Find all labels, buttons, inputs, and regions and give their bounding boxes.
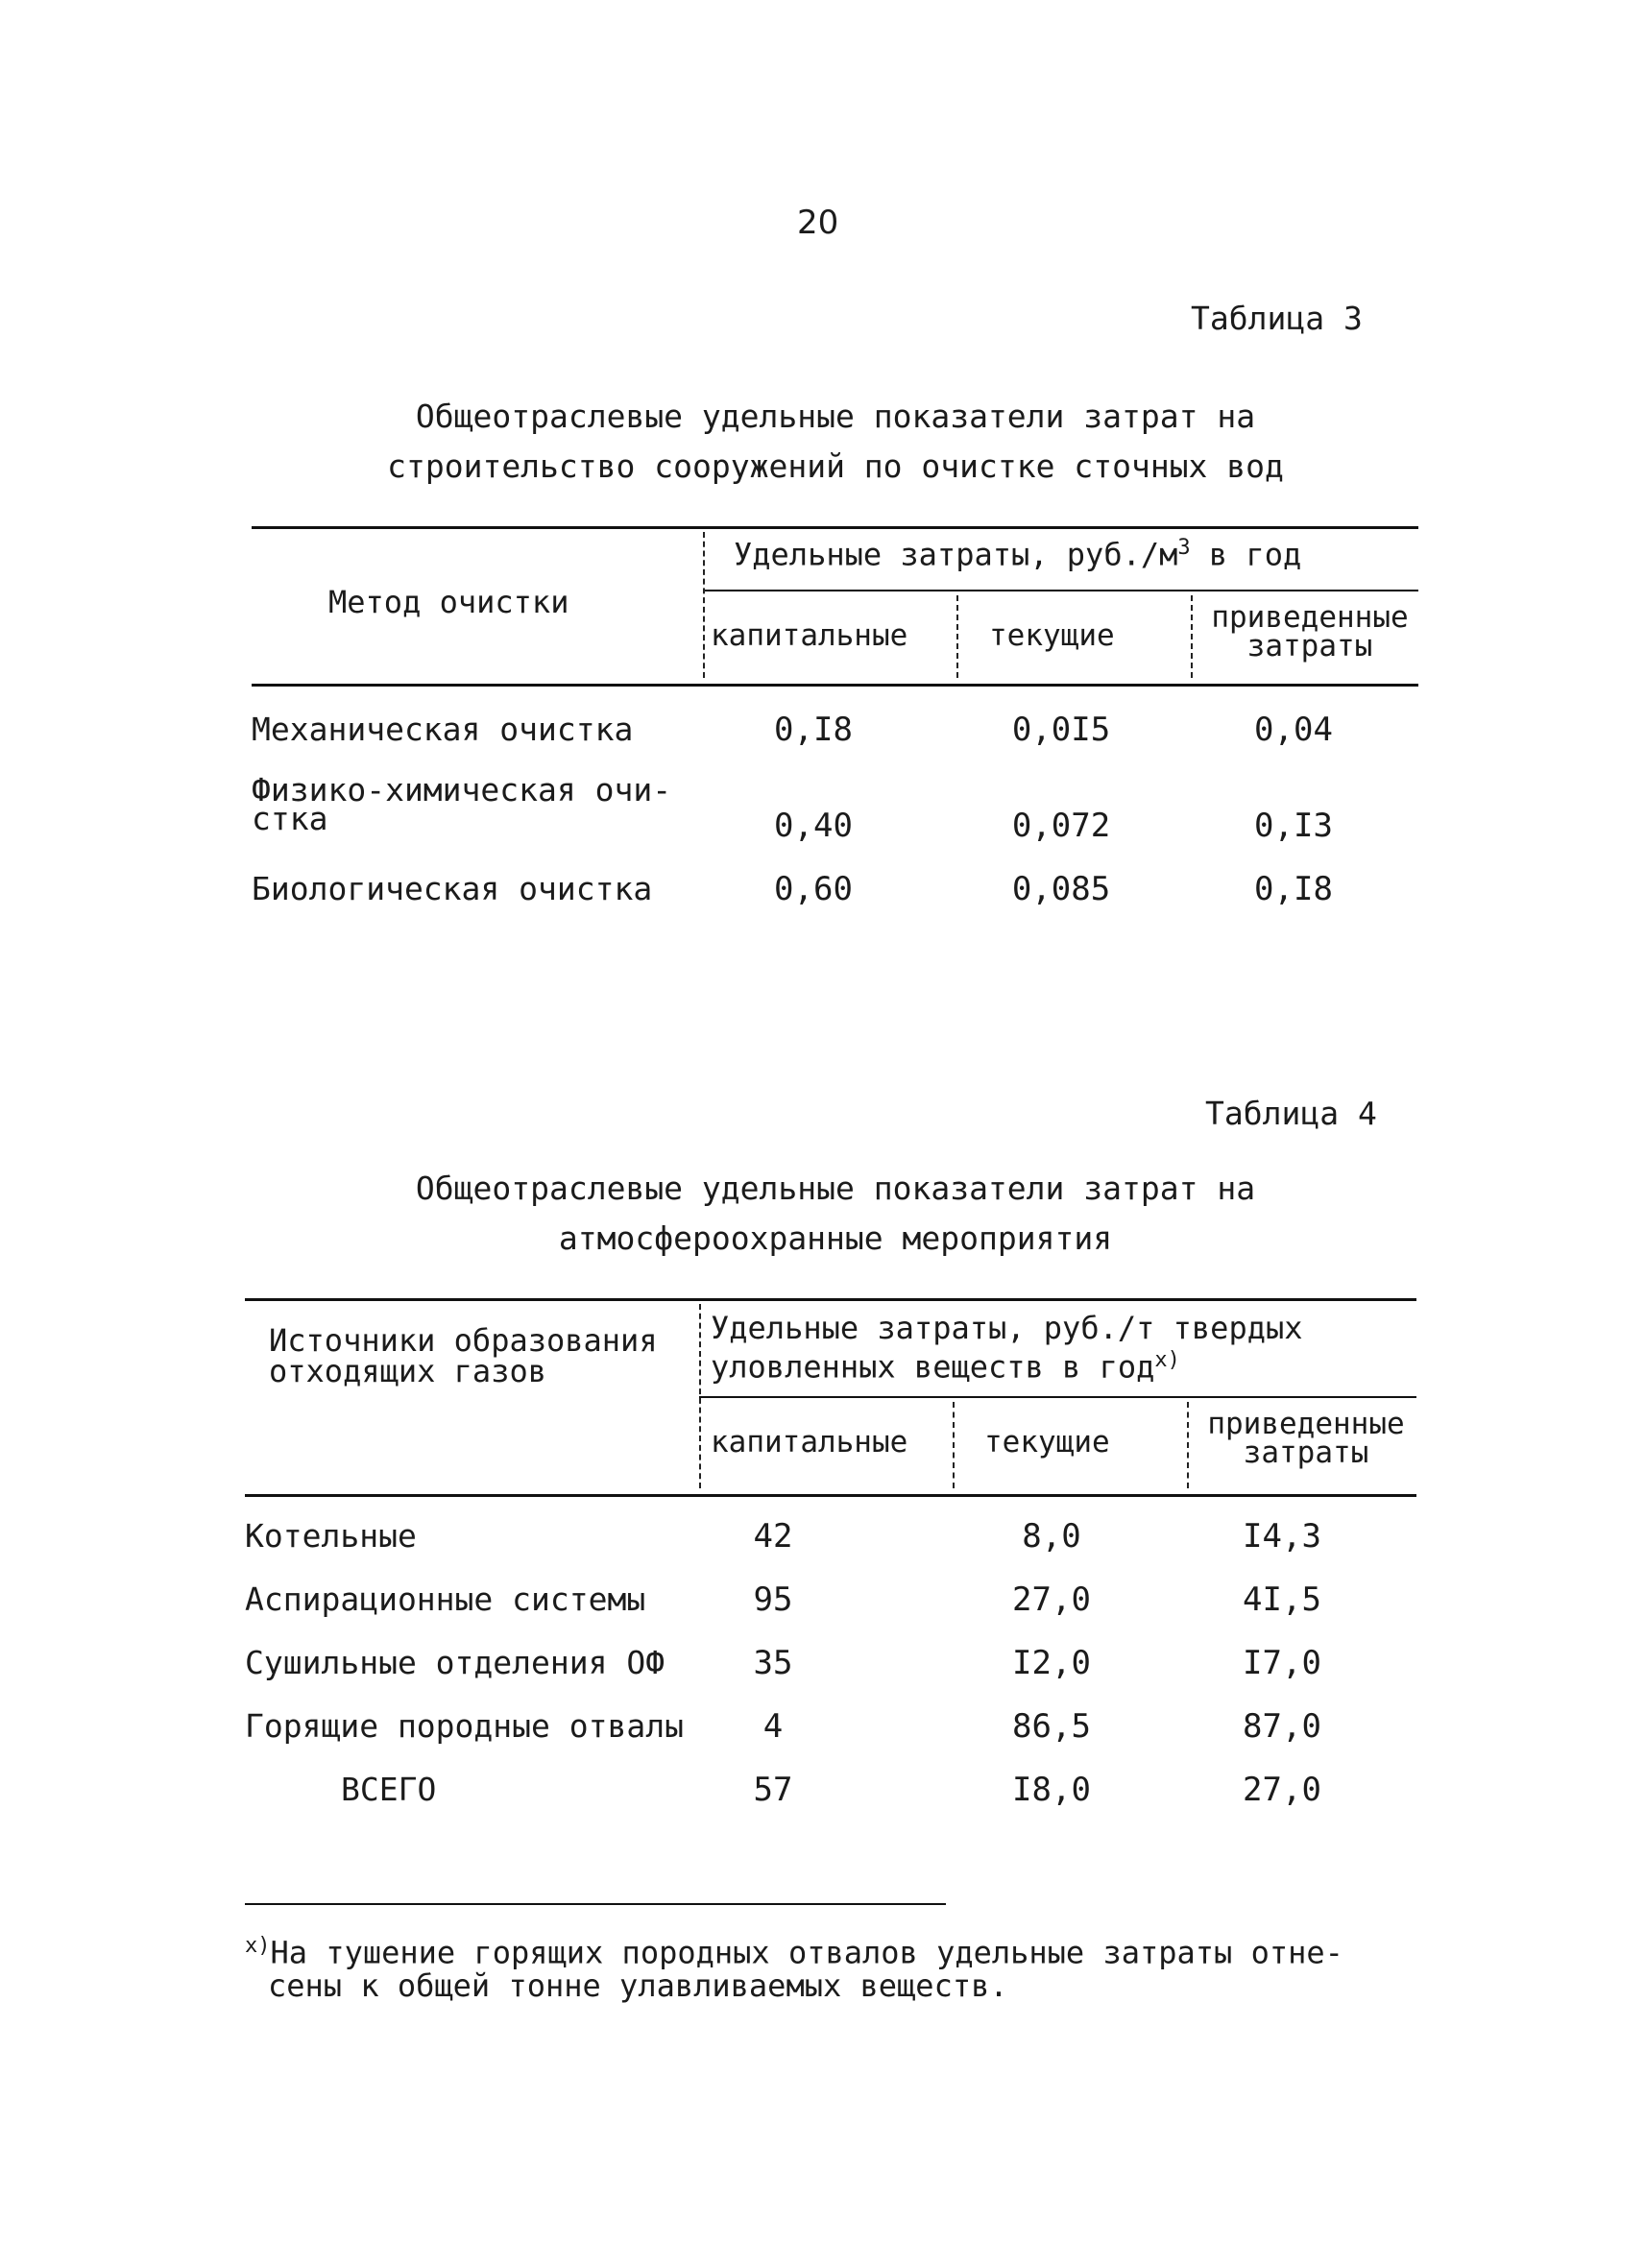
table3-label: Таблица 3	[1191, 300, 1363, 337]
table3-top-rule	[252, 526, 1418, 529]
footnote-line1: На тушение горящих породных отвалов удельные затраты отне-	[270, 1934, 1343, 1971]
footnote-marker: x)	[245, 1934, 271, 1958]
table4-title	[250, 1164, 1421, 1264]
table3-row3-current: 0,085	[1011, 870, 1111, 908]
table3-row3-reduced: 0,I8	[1254, 870, 1333, 908]
table4-row1-capital: 42	[753, 1517, 793, 1556]
table3-col-current: текущие	[989, 618, 1115, 653]
table3-title	[250, 392, 1421, 492]
table3-divider-1	[703, 532, 705, 678]
table4-col-capital: капитальные	[711, 1425, 908, 1460]
table4-total-capital: 57	[753, 1771, 793, 1809]
table3-row1-name: Механическая очистка	[252, 711, 634, 748]
table4-col-source-line1: Источники образования	[269, 1322, 658, 1359]
table4-total-current: I8,0	[1012, 1771, 1091, 1809]
table3-group-header-text: Удельные затраты, руб./м	[734, 536, 1178, 573]
table3-row1-capital: 0,I8	[774, 711, 853, 749]
table4-col-reduced-line2: затраты	[1243, 1436, 1369, 1470]
footnote-line2: сены к общей тонне улавливаемых веществ.	[268, 1966, 1008, 2004]
table4-col-source	[269, 1322, 658, 1389]
table4-group-header-sup: x)	[1154, 1348, 1180, 1372]
table3-group-header-sup: 3	[1177, 536, 1191, 560]
table3-row1-current: 0,0I5	[1011, 711, 1111, 749]
table3-group-header	[734, 536, 1301, 573]
table4-col-reduced	[1195, 1407, 1417, 1470]
table4-group-header-line2: уловленных веществ в год	[711, 1348, 1155, 1386]
table3-row2-name	[252, 771, 672, 837]
table3-row2-reduced: 0,I3	[1254, 807, 1333, 845]
table3-title-line2: строительство сооружений по очистке сточных вод	[387, 447, 1284, 485]
table3-row3-name: Биологическая очистка	[252, 870, 653, 907]
table4-row3-capital: 35	[753, 1644, 793, 1682]
table3-row1-reduced: 0,04	[1254, 711, 1333, 749]
page-number: 20	[797, 204, 839, 242]
table4-row3-reduced: I7,0	[1243, 1644, 1321, 1682]
table4-col-current: текущие	[984, 1425, 1110, 1460]
table4-row4-current: 86,5	[1012, 1707, 1091, 1746]
table3-col-reduced	[1200, 600, 1419, 664]
table3-row2-name-line2: стка	[252, 800, 328, 837]
table4-row2-capital: 95	[753, 1580, 793, 1619]
table4-total-reduced: 27,0	[1243, 1771, 1321, 1809]
table4-group-header	[711, 1312, 1303, 1384]
table4-title-line1: Общеотраслевые удельные показатели затрат на	[415, 1170, 1256, 1207]
table3-group-rule	[703, 590, 1418, 591]
table4-row1-current: 8,0	[1022, 1517, 1081, 1556]
table3-row2-name-line1: Физико-химическая очи-	[252, 771, 672, 808]
table4-divider-1	[699, 1304, 701, 1488]
table4-row2-current: 27,0	[1012, 1580, 1091, 1619]
table3-col-reduced-line2: затраты	[1246, 629, 1373, 664]
table4-group-rule	[699, 1396, 1416, 1398]
table3-row2-current: 0,072	[1011, 807, 1111, 845]
table4-col-reduced-line1: приведенные	[1207, 1407, 1405, 1441]
table4-row2-reduced: 4I,5	[1243, 1580, 1321, 1619]
table3-divider-3	[1191, 595, 1193, 678]
table3-divider-2	[956, 595, 958, 678]
table3-group-header-tail: в год	[1190, 536, 1302, 573]
table3-row2-capital: 0,40	[774, 807, 853, 845]
table3-title-line1: Общеотраслевые удельные показатели затрат на	[415, 398, 1256, 435]
table4-row4-reduced: 87,0	[1243, 1707, 1321, 1746]
table4-divider-2	[953, 1402, 955, 1488]
table4-divider-3	[1187, 1402, 1189, 1488]
table3-col-method: Метод очистки	[328, 584, 569, 620]
table4-row1-reduced: I4,3	[1243, 1517, 1321, 1556]
table4-row4-name: Горящие породные отвалы	[245, 1707, 684, 1745]
table4-col-source-line2: отходящих газов	[269, 1353, 546, 1389]
table4-title-line2: атмосфероохранные мероприятия	[558, 1219, 1113, 1257]
footnote	[245, 1930, 1343, 2002]
table3-row3-capital: 0,60	[774, 870, 853, 908]
table3-header-rule	[252, 684, 1418, 687]
table4-row1-name: Котельные	[245, 1517, 417, 1555]
table4-row3-name: Сушильные отделения ОФ	[245, 1644, 665, 1681]
table4-total-name: ВСЕГО	[341, 1771, 437, 1808]
table4-row2-name: Аспирационные системы	[245, 1580, 646, 1618]
footnote-rule	[245, 1903, 946, 1905]
table4-group-header-line1: Удельные затраты, руб./т твердых	[711, 1310, 1303, 1346]
table3-col-capital: капитальные	[711, 618, 908, 653]
table3-col-reduced-line1: приведенные	[1211, 600, 1409, 635]
table4-row4-capital: 4	[762, 1707, 784, 1746]
table4-label: Таблица 4	[1205, 1095, 1377, 1132]
table4-header-rule	[245, 1494, 1416, 1497]
table4-top-rule	[245, 1298, 1416, 1301]
table4-row3-current: I2,0	[1012, 1644, 1091, 1682]
